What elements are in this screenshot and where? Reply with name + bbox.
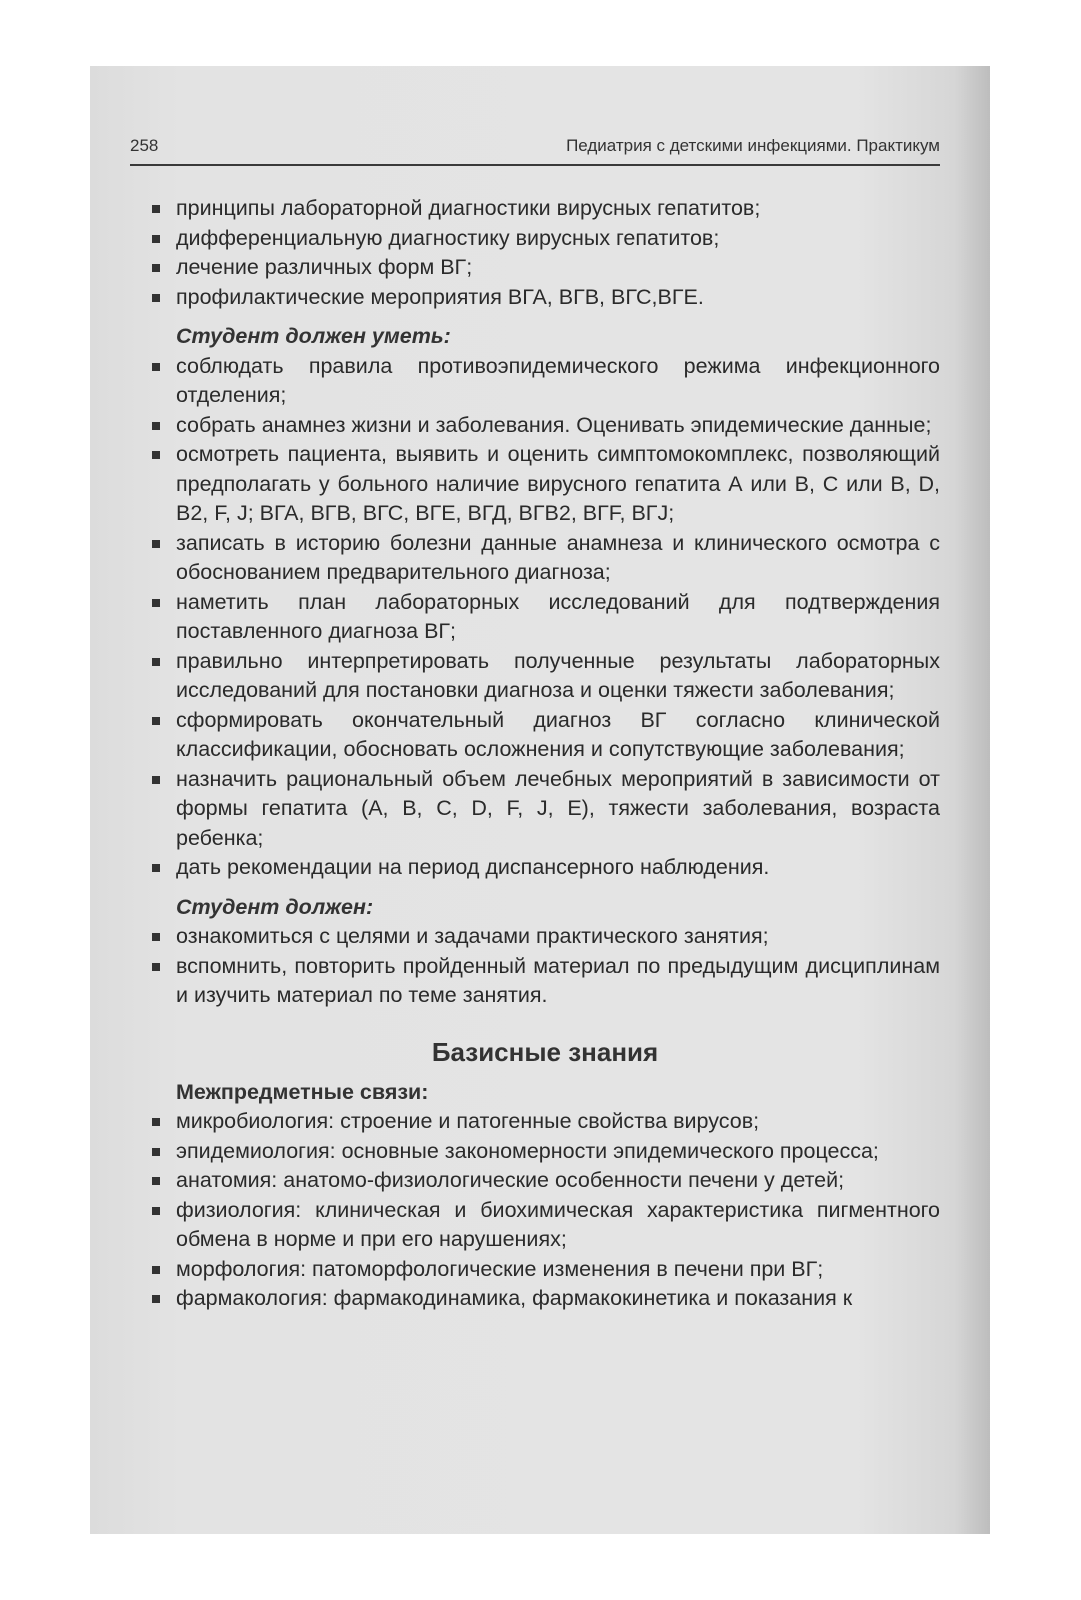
page-content xyxy=(130,194,940,1314)
bullet-icon xyxy=(152,1295,160,1303)
list-item: соблюдать правила противоэпидемического режима инфекционного отделения; xyxy=(150,352,940,411)
must-list xyxy=(150,922,940,1011)
bullet-icon xyxy=(152,1177,160,1185)
bullet-icon xyxy=(152,205,160,213)
list-item: микробиология: строение и патогенные свойства вирусов; xyxy=(150,1107,940,1137)
bullet-icon xyxy=(152,294,160,302)
list-item: эпидемиология: основные закономерности эпидемического процесса; xyxy=(150,1137,940,1167)
document-page xyxy=(130,130,940,1314)
bullet-icon xyxy=(152,422,160,430)
list-item: дать рекомендации на период диспансерного наблюдения. xyxy=(150,853,940,883)
list-item: вспомнить, повторить пройденный материал по предыдущим дисциплинам и изучить материал по теме занятия. xyxy=(150,952,940,1011)
list-item: фармакология: фармакодинамика, фармакокинетика и показания к xyxy=(150,1284,940,1314)
list-item: наметить план лабораторных исследований для подтверждения поставленного диагноза ВГ; xyxy=(150,588,940,647)
bullet-icon xyxy=(152,451,160,459)
bullet-icon xyxy=(152,963,160,971)
list-item: назначить рациональный объем лечебных мероприятий в зависимости от формы гепатита (А, В, С, D, F, J, E), тяжести заболевания, возраста ребенка; xyxy=(150,765,940,854)
must-heading: Студент должен: xyxy=(176,894,374,919)
list-item: ознакомиться с целями и задачами практического занятия; xyxy=(150,922,940,952)
list-item: осмотреть пациента, выявить и оценить симптомокомплекс, позволяющий предполагать у больного наличие вирусного гепатита А или В, С или В, D, В2, F, J; ВГА, ВГВ, ВГС, ВГЕ, ВГД, ВГВ2, ВГF, ВГJ; xyxy=(150,440,940,529)
list-item: анатомия: анатомо-физиологические особенности печени у детей; xyxy=(150,1166,940,1196)
running-header xyxy=(130,130,940,166)
page-number: 258 xyxy=(130,136,159,155)
section-title: Базисные знания xyxy=(431,1036,659,1067)
bullet-icon xyxy=(152,864,160,872)
list-item: морфология: патоморфологические изменения в печени при ВГ; xyxy=(150,1255,940,1285)
bullet-icon xyxy=(152,1148,160,1156)
bullet-icon xyxy=(152,235,160,243)
skills-list xyxy=(150,352,940,883)
bullet-icon xyxy=(152,264,160,272)
bullet-icon xyxy=(152,1266,160,1274)
bullet-icon xyxy=(152,540,160,548)
bullet-icon xyxy=(152,776,160,784)
bullet-icon xyxy=(152,1118,160,1126)
running-title: Педиатрия с детскими инфекциями. Практикум xyxy=(566,136,940,155)
list-item: физиология: клиническая и биохимическая характеристика пигментного обмена в норме и при его нарушениях; xyxy=(150,1196,940,1255)
list-item: собрать анамнез жизни и заболевания. Оценивать эпидемические данные; xyxy=(150,411,940,441)
bullet-icon xyxy=(152,363,160,371)
bullet-icon xyxy=(152,933,160,941)
bullet-icon xyxy=(152,717,160,725)
list-item: лечение различных форм ВГ; xyxy=(150,253,940,283)
interdisciplinary-list xyxy=(150,1107,940,1314)
bullet-icon xyxy=(152,658,160,666)
skills-heading: Студент должен уметь: xyxy=(176,324,451,348)
bullet-icon xyxy=(152,599,160,607)
list-item: правильно интерпретировать полученные результаты лабораторных исследований для постановки диагноза и оценки тяжести заболевания; xyxy=(150,647,940,706)
list-item: сформировать окончательный диагноз ВГ согласно клинической классификации, обосновать осложнения и сопутствующие заболевания; xyxy=(150,706,940,765)
interdisciplinary-heading: Межпредметные связи: xyxy=(176,1079,429,1104)
list-item: принципы лабораторной диагностики вирусных гепатитов; xyxy=(150,194,940,224)
bullet-icon xyxy=(152,1207,160,1215)
knowledge-list-continued xyxy=(150,194,940,312)
list-item: профилактические мероприятия ВГА, ВГВ, ВГС,ВГЕ. xyxy=(150,283,940,313)
list-item: дифференциальную диагностику вирусных гепатитов; xyxy=(150,224,940,254)
list-item: записать в историю болезни данные анамнеза и клинического осмотра с обоснованием предварительного диагноза; xyxy=(150,529,940,588)
